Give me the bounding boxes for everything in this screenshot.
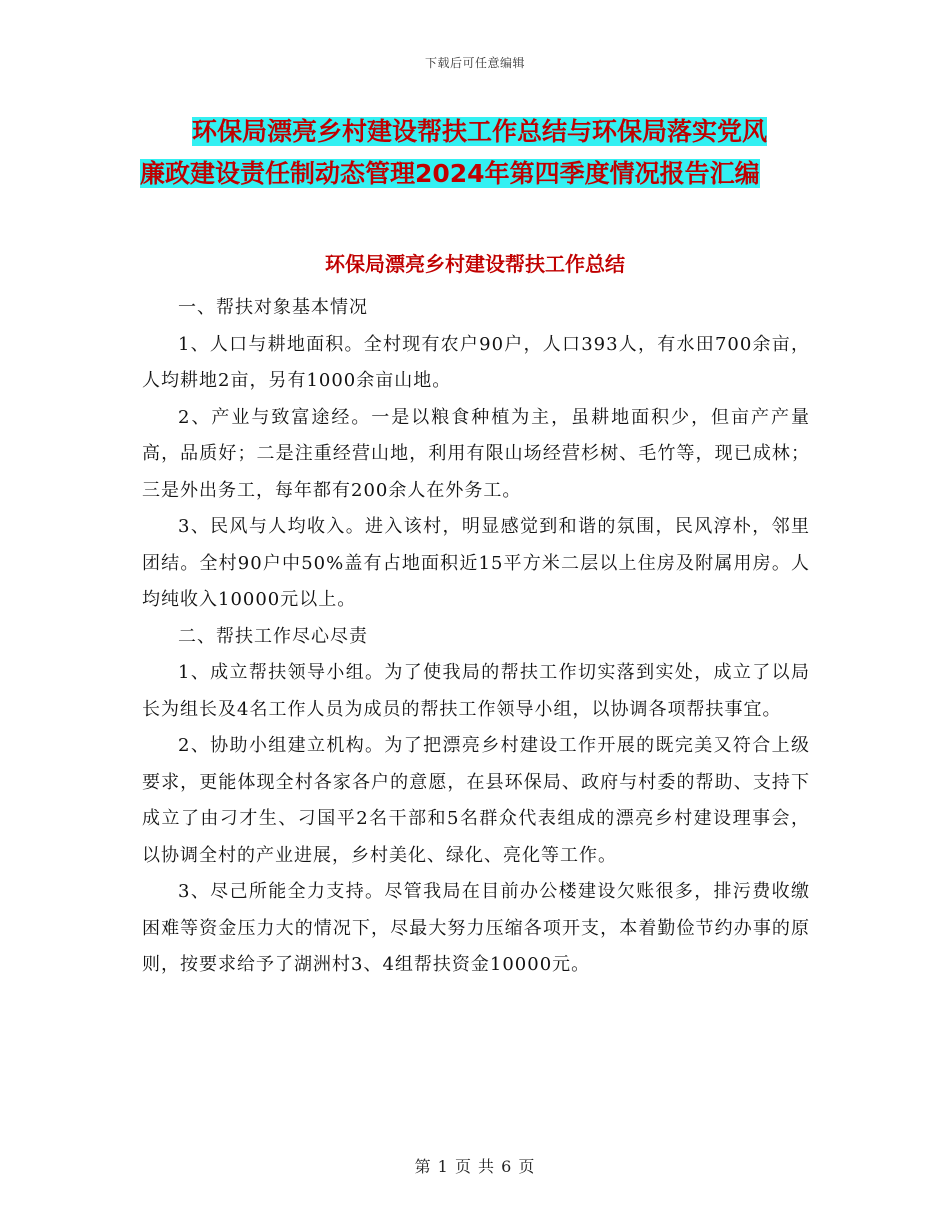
- body-paragraph: 1、成立帮扶领导小组。为了使我局的帮扶工作切实落到实处，成立了以局长为组长及4名工作人员为成员的帮扶工作领导小组，以协调各项帮扶事宜。: [142, 662, 810, 720]
- body-paragraph: 1、人口与耕地面积。全村现有农户90户，人口393人，有水田700余亩，人均耕地2亩，另有1000余亩山地。: [142, 333, 810, 391]
- section-heading-2: 二、帮扶工作尽心尽责: [178, 625, 368, 647]
- section-heading-1: 一、帮扶对象基本情况: [178, 297, 368, 318]
- section-title: 环保局漂亮乡村建设帮扶工作总结: [325, 252, 625, 276]
- body-paragraph: 3、民风与人均收入。进入该村，明显感觉到和谐的氛围，民风淳朴，邻里团结。全村90户中50%盖有占地面积近15平方米二层以上住房及附属用房。人均纯收入10000元以上。: [142, 516, 810, 610]
- header-note: 下载后可任意编辑: [424, 56, 525, 70]
- document-title: [140, 111, 820, 195]
- page-indicator: 第 1 页 共 6 页: [414, 1157, 536, 1176]
- document-body: [142, 290, 810, 984]
- body-paragraph: 2、协助小组建立机构。为了把漂亮乡村建设工作开展的既完美又符合上级要求，更能体现全村各家各户的意愿，在县环保局、政府与村委的帮助、支持下成立了由刁才生、刁国平2名干部和5名群众代表组成的漂亮乡村建设理事会，以协调全村的产业进展，乡村美化、绿化、亮化等工作。: [142, 735, 810, 866]
- body-paragraph: 3、尽己所能全力支持。尽管我局在目前办公楼建设欠账很多，排污费收缴困难等资金压力大的情况下，尽最大努力压缩各项开支，本着勤俭节约办事的原则，按要求给予了湖洲村3、4组帮扶资金10000元。: [142, 881, 810, 975]
- document-title-line-2: 廉政建设责任制动态管理2024年第四季度情况报告汇编: [140, 159, 760, 188]
- body-paragraph: 2、产业与致富途经。一是以粮食种植为主，虽耕地面积少，但亩产产量高，品质好；二是注重经营山地，利用有限山场经营杉树、毛竹等，现已成林；三是外出务工，每年都有200余人在外务工。: [142, 406, 810, 501]
- document-title-line-1: 环保局漂亮乡村建设帮扶工作总结与环保局落实党风: [192, 117, 768, 146]
